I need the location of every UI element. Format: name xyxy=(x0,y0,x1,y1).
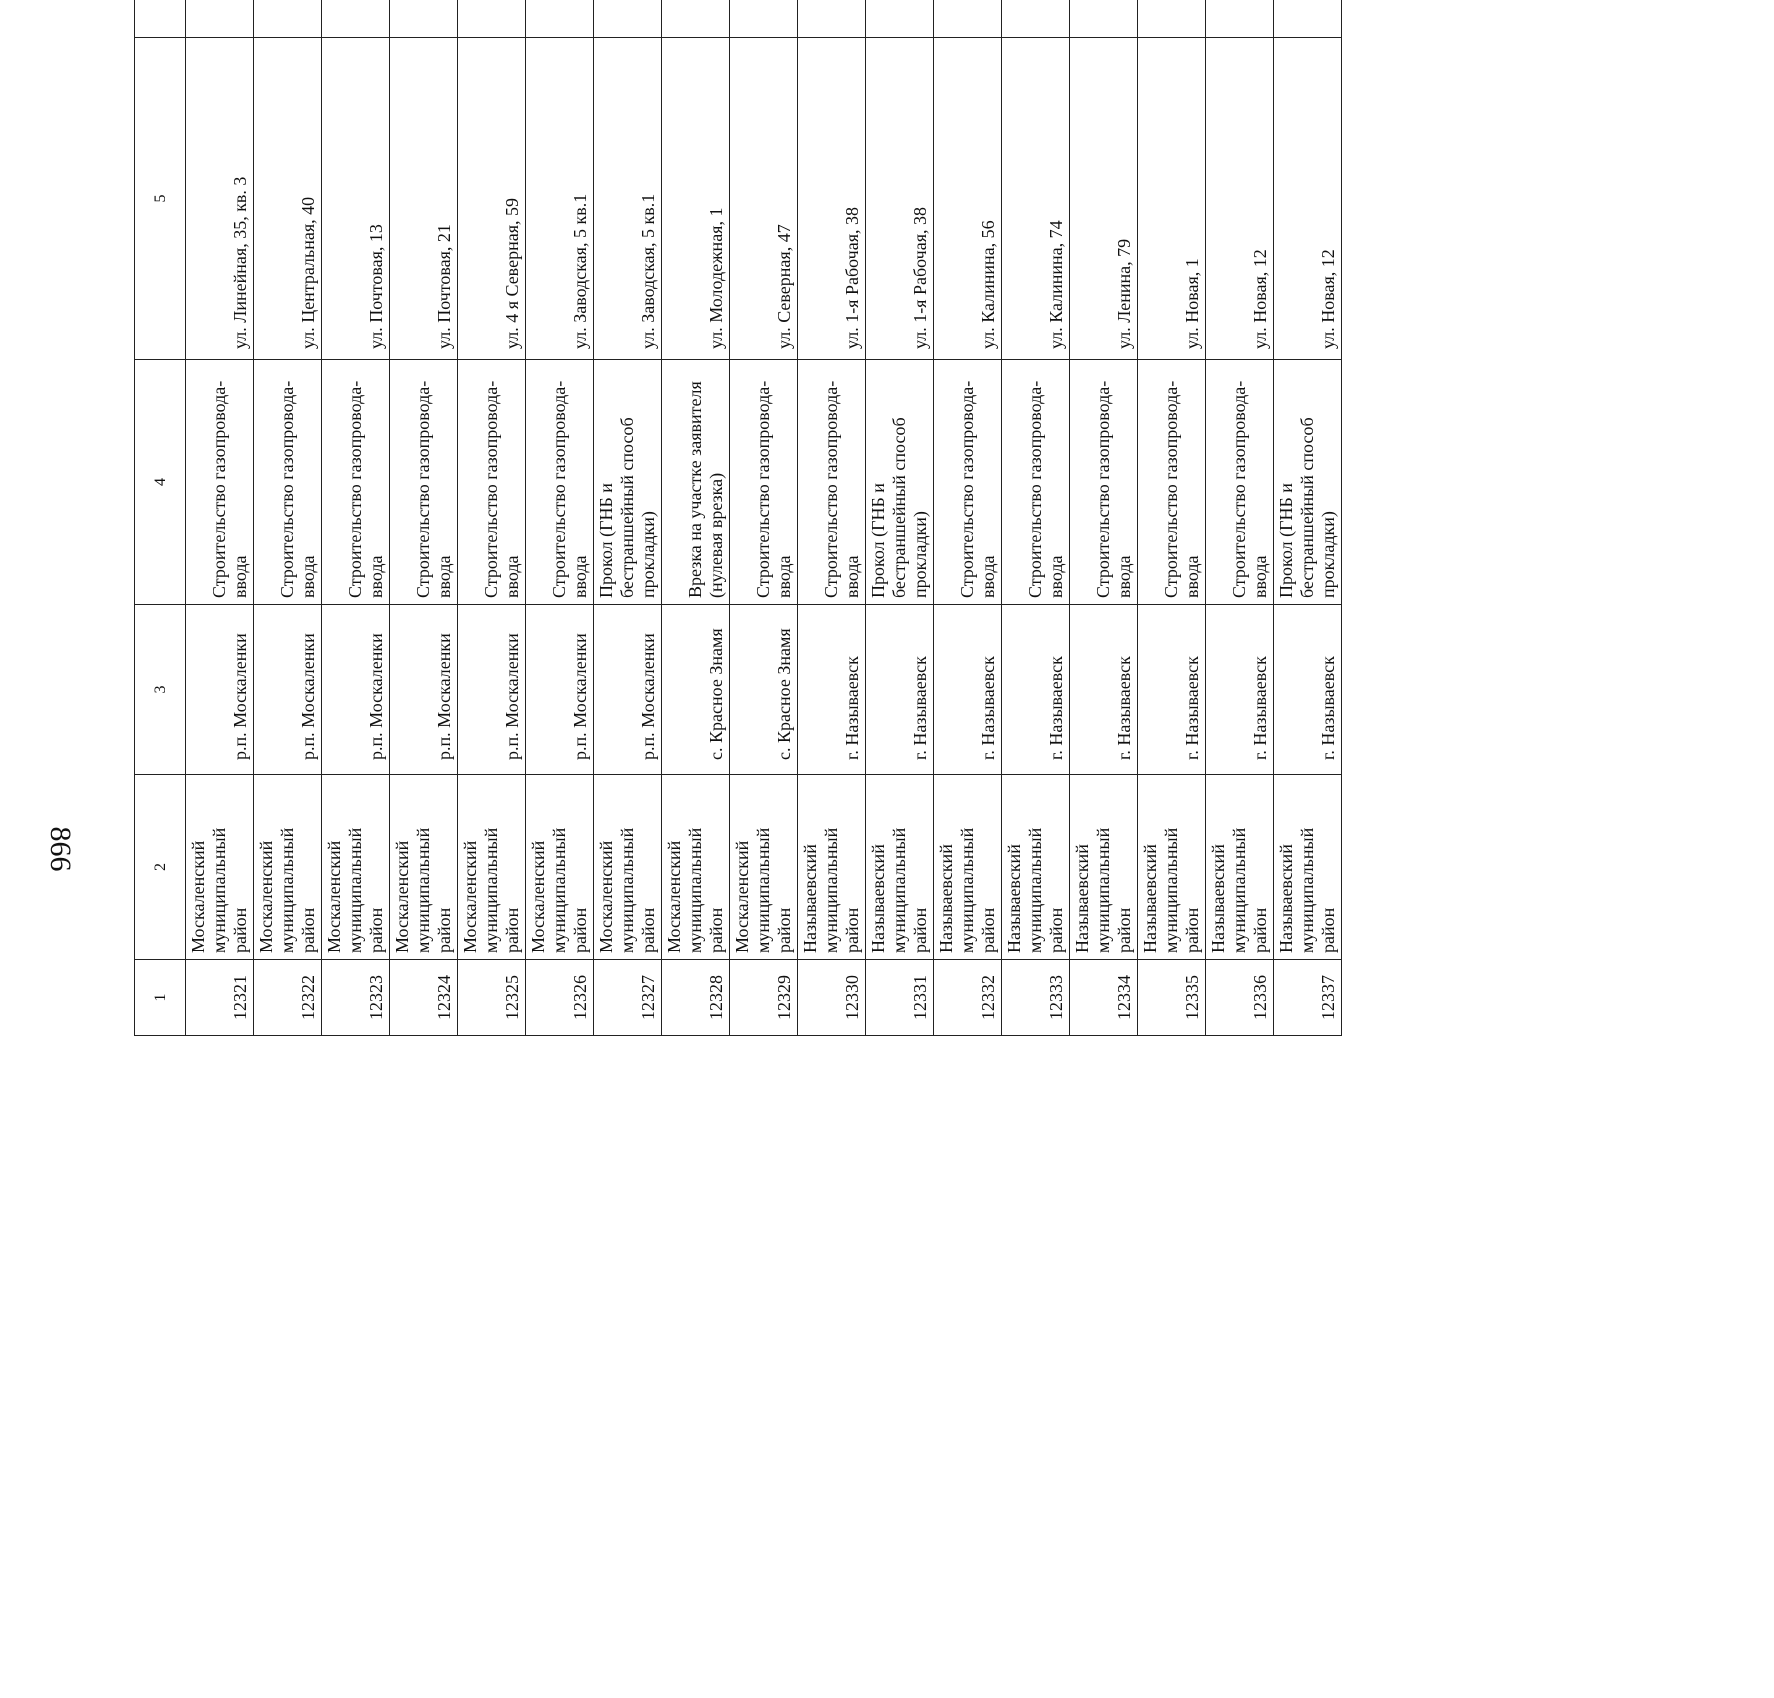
work-type-cell: Прокол (ГНБ и бестраншейный способ прокладки) xyxy=(1274,360,1342,605)
row-number-cell: 12328 xyxy=(662,960,730,1036)
address-cell: ул. Центральная, 40 xyxy=(254,38,322,360)
table-row xyxy=(594,0,662,1036)
district-cell: Называевский муниципальный район xyxy=(1138,775,1206,960)
settlement-cell: р.п. Москаленки xyxy=(526,605,594,775)
row-number-cell: 12330 xyxy=(798,960,866,1036)
address-cell: ул. 1-я Рабочая, 38 xyxy=(866,38,934,360)
row-number-cell: 12329 xyxy=(730,960,798,1036)
district-cell: Называевский муниципальный район xyxy=(1206,775,1274,960)
row-number-cell: 12325 xyxy=(458,960,526,1036)
contractor-cell xyxy=(1070,0,1138,38)
table-row xyxy=(662,0,730,1036)
address-cell: ул. Новая, 12 xyxy=(1206,38,1274,360)
address-cell: ул. Северная, 47 xyxy=(730,38,798,360)
row-number-cell: 12336 xyxy=(1206,960,1274,1036)
contractor-cell xyxy=(730,0,798,38)
row-number-cell: 12332 xyxy=(934,960,1002,1036)
work-type-cell: Врезка на участке заявителя (нулевая врезка) xyxy=(662,360,730,605)
settlement-cell: г. Называевск xyxy=(1274,605,1342,775)
table-row xyxy=(798,0,866,1036)
table-row xyxy=(526,0,594,1036)
table-row xyxy=(322,0,390,1036)
contractor-cell xyxy=(866,0,934,38)
district-cell: Называевский муниципальный район xyxy=(1002,775,1070,960)
address-cell: ул. Заводская, 5 кв.1 xyxy=(594,38,662,360)
work-type-cell: Строительство газопровода-ввода xyxy=(934,360,1002,605)
column-number: 2 xyxy=(135,775,186,960)
table-row xyxy=(866,0,934,1036)
district-cell: Называевский муниципальный район xyxy=(1274,775,1342,960)
table-row xyxy=(1002,0,1070,1036)
row-number-cell: 12333 xyxy=(1002,960,1070,1036)
district-cell: Называевский муниципальный район xyxy=(934,775,1002,960)
address-cell: ул. 1-я Рабочая, 38 xyxy=(798,38,866,360)
contractor-cell xyxy=(798,0,866,38)
column-number: 5 xyxy=(135,38,186,360)
work-type-cell: Строительство газопровода-ввода xyxy=(254,360,322,605)
table-body xyxy=(135,0,1342,1036)
table-row xyxy=(390,0,458,1036)
table-row xyxy=(934,0,1002,1036)
district-cell: Москаленский муниципальный район xyxy=(594,775,662,960)
address-cell: ул. Почтовая, 21 xyxy=(390,38,458,360)
table-row xyxy=(458,0,526,1036)
work-type-cell: Строительство газопровода-ввода xyxy=(526,360,594,605)
column-number: 3 xyxy=(135,605,186,775)
settlement-cell: р.п. Москаленки xyxy=(322,605,390,775)
contractor-cell xyxy=(594,0,662,38)
contractor-cell xyxy=(322,0,390,38)
rotated-table-frame xyxy=(134,36,1774,1036)
contractor-cell xyxy=(934,0,1002,38)
row-number-cell: 12324 xyxy=(390,960,458,1036)
settlement-cell: г. Называевск xyxy=(1206,605,1274,775)
district-cell: Москаленский муниципальный район xyxy=(322,775,390,960)
row-number-cell: 12331 xyxy=(866,960,934,1036)
row-number-cell: 12337 xyxy=(1274,960,1342,1036)
district-cell: Москаленский муниципальный район xyxy=(458,775,526,960)
column-number xyxy=(135,0,186,38)
work-type-cell: Строительство газопровода-ввода xyxy=(1070,360,1138,605)
settlement-cell: р.п. Москаленки xyxy=(254,605,322,775)
settlement-cell: р.п. Москаленки xyxy=(390,605,458,775)
work-type-cell: Строительство газопровода-ввода xyxy=(1002,360,1070,605)
settlement-cell: г. Называевск xyxy=(1002,605,1070,775)
contractor-cell xyxy=(1002,0,1070,38)
work-type-cell: Строительство газопровода-ввода xyxy=(186,360,254,605)
page-number: 866 xyxy=(44,826,77,872)
address-cell: ул. Новая, 12 xyxy=(1274,38,1342,360)
district-cell: Называевский муниципальный район xyxy=(1070,775,1138,960)
table-row xyxy=(186,0,254,1036)
contractor-cell xyxy=(254,0,322,38)
settlement-cell: г. Называевск xyxy=(1138,605,1206,775)
settlement-cell: г. Называевск xyxy=(1070,605,1138,775)
settlement-cell: г. Называевск xyxy=(866,605,934,775)
column-number: 1 xyxy=(135,960,186,1036)
contractor-cell xyxy=(1206,0,1274,38)
district-cell: Москаленский муниципальный район xyxy=(186,775,254,960)
contractor-cell xyxy=(458,0,526,38)
settlement-cell: р.п. Москаленки xyxy=(458,605,526,775)
district-cell: Москаленский муниципальный район xyxy=(254,775,322,960)
work-type-cell: Строительство газопровода-ввода xyxy=(1206,360,1274,605)
work-type-cell: Строительство газопровода-ввода xyxy=(390,360,458,605)
district-cell: Называевский муниципальный район xyxy=(866,775,934,960)
contractor-cell xyxy=(1274,0,1342,38)
row-number-cell: 12322 xyxy=(254,960,322,1036)
address-cell: ул. Линейная, 35, кв. 3 xyxy=(186,38,254,360)
settlement-cell: г. Называевск xyxy=(934,605,1002,775)
row-number-cell: 12327 xyxy=(594,960,662,1036)
work-type-cell: Прокол (ГНБ и бестраншейный способ прокладки) xyxy=(594,360,662,605)
address-cell: ул. Ленина, 79 xyxy=(1070,38,1138,360)
table-row xyxy=(1274,0,1342,1036)
settlement-cell: р.п. Москаленки xyxy=(186,605,254,775)
table-row xyxy=(1206,0,1274,1036)
district-cell: Москаленский муниципальный район xyxy=(730,775,798,960)
district-cell: Москаленский муниципальный район xyxy=(390,775,458,960)
work-type-cell: Строительство газопровода-ввода xyxy=(730,360,798,605)
address-cell: ул. Почтовая, 13 xyxy=(322,38,390,360)
address-cell: ул. Новая, 1 xyxy=(1138,38,1206,360)
table-row xyxy=(1138,0,1206,1036)
work-type-cell: Строительство газопровода-ввода xyxy=(458,360,526,605)
column-number-row xyxy=(135,0,186,1036)
address-cell: ул. Калинина, 74 xyxy=(1002,38,1070,360)
district-cell: Москаленский муниципальный район xyxy=(526,775,594,960)
district-cell: Москаленский муниципальный район xyxy=(662,775,730,960)
address-cell: ул. Молодежная, 1 xyxy=(662,38,730,360)
settlement-cell: р.п. Москаленки xyxy=(594,605,662,775)
address-cell: ул. Заводская, 5 кв.1 xyxy=(526,38,594,360)
column-number: 4 xyxy=(135,360,186,605)
data-table xyxy=(134,0,1342,1036)
row-number-cell: 12335 xyxy=(1138,960,1206,1036)
table-row xyxy=(730,0,798,1036)
settlement-cell: с. Красное Знамя xyxy=(662,605,730,775)
row-number-cell: 12321 xyxy=(186,960,254,1036)
row-number-cell: 12326 xyxy=(526,960,594,1036)
address-cell: ул. 4 я Северная, 59 xyxy=(458,38,526,360)
work-type-cell: Строительство газопровода-ввода xyxy=(322,360,390,605)
settlement-cell: г. Называевск xyxy=(798,605,866,775)
contractor-cell xyxy=(186,0,254,38)
contractor-cell xyxy=(662,0,730,38)
settlement-cell: с. Красное Знамя xyxy=(730,605,798,775)
contractor-cell xyxy=(1138,0,1206,38)
work-type-cell: Строительство газопровода-ввода xyxy=(798,360,866,605)
row-number-cell: 12334 xyxy=(1070,960,1138,1036)
contractor-cell xyxy=(526,0,594,38)
work-type-cell: Строительство газопровода-ввода xyxy=(1138,360,1206,605)
table-row xyxy=(1070,0,1138,1036)
work-type-cell: Прокол (ГНБ и бестраншейный способ прокладки) xyxy=(866,360,934,605)
row-number-cell: 12323 xyxy=(322,960,390,1036)
table-row xyxy=(254,0,322,1036)
district-cell: Называевский муниципальный район xyxy=(798,775,866,960)
contractor-cell xyxy=(390,0,458,38)
address-cell: ул. Калинина, 56 xyxy=(934,38,1002,360)
